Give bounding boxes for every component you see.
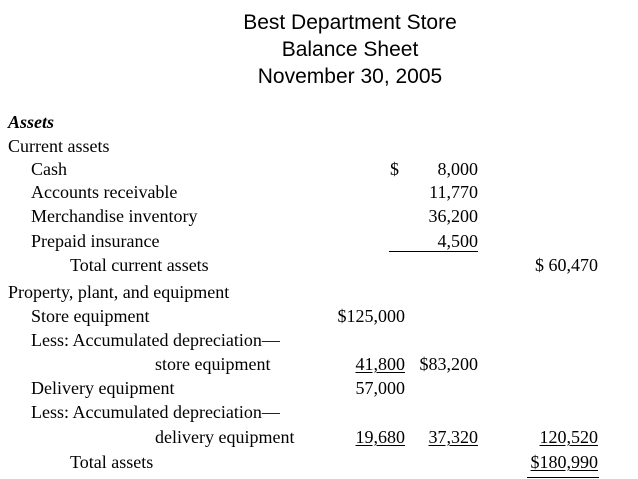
prepaid-insurance-amount: 4,500: [437, 231, 478, 251]
assets-heading: Assets: [8, 112, 55, 132]
accounts-receivable-amount: 11,770: [429, 182, 478, 202]
accounts-receivable-label: Accounts receivable: [31, 182, 178, 202]
prepaid-insurance-label: Prepaid insurance: [31, 231, 160, 251]
prepaid-insurance-underline: [389, 251, 478, 252]
cash-currency: $: [390, 159, 399, 179]
store-depreciation-label-line1: Less: Accumulated depreciation—: [31, 330, 280, 350]
store-equipment-net: $83,200: [419, 354, 478, 374]
delivery-depreciation-amount: 19,680: [355, 427, 405, 447]
total-current-assets-amount: $ 60,470: [535, 255, 598, 275]
delivery-depreciation-label-line2: delivery equipment: [155, 427, 295, 447]
total-ppe-amount: 120,520: [539, 427, 598, 447]
statement-date: November 30, 2005: [257, 65, 443, 88]
store-equipment-label: Store equipment: [31, 306, 150, 326]
statement-title: Balance Sheet: [281, 38, 419, 61]
total-assets-double-underline: [527, 477, 599, 478]
delivery-equipment-amount: 57,000: [355, 378, 405, 398]
merchandise-inventory-label: Merchandise inventory: [31, 206, 198, 226]
ppe-heading: Property, plant, and equipment: [8, 282, 230, 302]
delivery-equipment-net: 37,320: [428, 427, 478, 447]
current-assets-heading: Current assets: [8, 136, 110, 156]
cash-label: Cash: [31, 159, 67, 179]
total-assets-label: Total assets: [70, 452, 154, 472]
store-depreciation-amount: 41,800: [355, 354, 405, 374]
cash-amount: 8,000: [437, 159, 478, 179]
delivery-depreciation-label-line1: Less: Accumulated depreciation—: [31, 402, 280, 422]
delivery-equipment-label: Delivery equipment: [31, 378, 175, 398]
total-assets-amount: $180,990: [530, 452, 598, 472]
company-name: Best Department Store: [243, 11, 457, 34]
store-depreciation-label-line2: store equipment: [155, 354, 271, 374]
total-current-assets-label: Total current assets: [70, 255, 209, 275]
merchandise-inventory-amount: 36,200: [428, 206, 478, 226]
store-equipment-amount: $125,000: [337, 306, 405, 326]
